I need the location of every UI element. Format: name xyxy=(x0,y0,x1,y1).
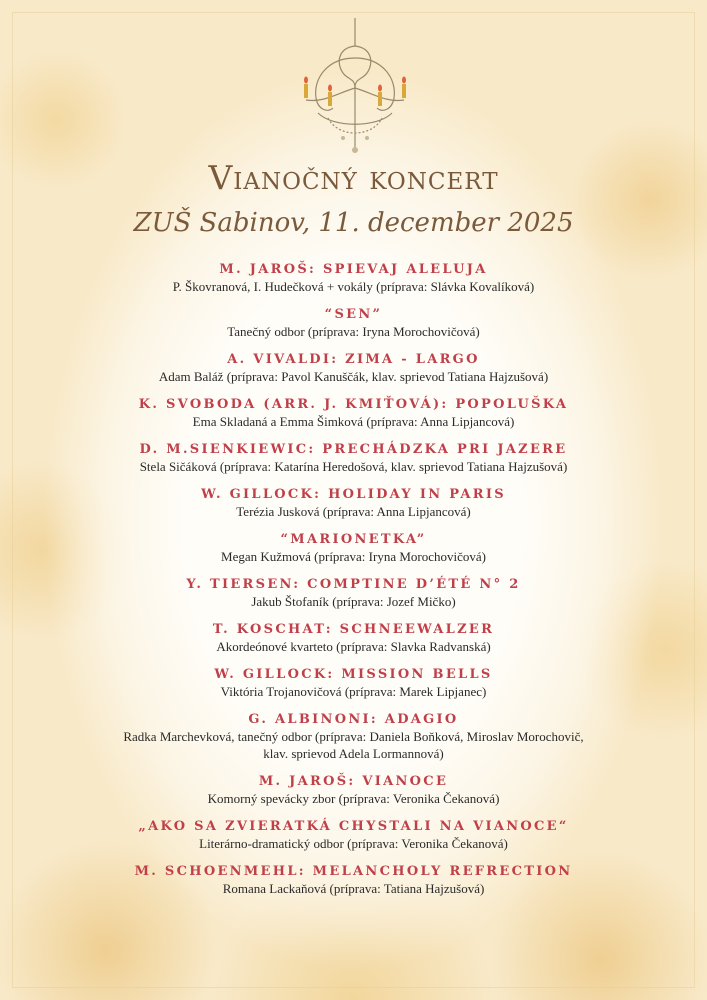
piece-title: M. SCHOENMEHL: MELANCHOLY REFRECTION xyxy=(134,864,573,879)
program-item xyxy=(40,307,667,340)
program-item xyxy=(40,352,667,385)
piece-title: Y. TIERSEN: COMPTINE D’ÉTÉ N° 2 xyxy=(186,577,521,592)
program-item xyxy=(40,864,667,897)
performer-line: Akordeónové kvarteto (príprava: Slavka Radvanská) xyxy=(216,639,491,654)
program-item xyxy=(40,577,667,610)
program-item xyxy=(40,532,667,565)
performer-line: Stela Sičáková (príprava: Katarína Heredošová, klav. sprievod Tatiana Hajzušová) xyxy=(139,459,568,474)
performer-line: Komorný spevácky zbor (príprava: Veronika Čekanová) xyxy=(207,791,500,806)
performer-line: Romana Lackaňová (príprava: Tatiana Hajzušová) xyxy=(222,881,485,896)
program-item xyxy=(40,819,667,852)
performer-line: Megan Kužmová (príprava: Iryna Morochovičová) xyxy=(221,549,486,564)
piece-title: M. JAROŠ: VIANOCE xyxy=(258,774,449,789)
program-item xyxy=(40,442,667,475)
piece-title: “SEN” xyxy=(324,307,383,322)
piece-title: M. JAROŠ: SPIEVAJ ALELUJA xyxy=(219,262,488,277)
program-item xyxy=(40,397,667,430)
performer-line: Terézia Jusková (príprava: Anna Lipjancová) xyxy=(236,504,471,519)
program-item xyxy=(40,667,667,700)
performer-line: Jakub Štofaník (príprava: Jozef Mičko) xyxy=(251,594,456,609)
program-item xyxy=(40,774,667,807)
performer-line: Viktória Trojanovičová (príprava: Marek Lipjanec) xyxy=(220,684,487,699)
performer-line: klav. sprievod Adela Lormannová) xyxy=(263,746,444,761)
program-item xyxy=(40,262,667,295)
chandelier-icon xyxy=(298,18,412,158)
piece-title: “MARIONETKA” xyxy=(280,532,427,547)
piece-title: G. ALBINONI: ADAGIO xyxy=(248,712,459,727)
performer-line: Ema Skladaná a Emma Šimková (príprava: Anna Lipjancová) xyxy=(192,414,515,429)
program-list xyxy=(40,262,667,909)
piece-title: A. VIVALDI: ZIMA - LARGO xyxy=(227,352,480,367)
piece-title: T. KOSCHAT: SCHNEEWALZER xyxy=(212,622,495,637)
piece-title: W. GILLOCK: MISSION BELLS xyxy=(214,667,493,682)
program-item xyxy=(40,712,667,762)
event-subtitle: ZUŠ Sabinov, 11. december 2025 xyxy=(133,208,574,238)
program-item xyxy=(40,622,667,655)
performer-line: Adam Baláž (príprava: Pavol Kanuščák, klav. sprievod Tatiana Hajzušová) xyxy=(158,369,549,384)
performer-line: Literárno-dramatický odbor (príprava: Veronika Čekanová) xyxy=(199,836,508,851)
performer-line: Radka Marchevková, tanečný odbor (príprava: Daniela Boňková, Miroslav Morochovič, xyxy=(123,729,584,744)
performer-line: P. Škovranová, I. Hudečková + vokály (príprava: Slávka Kovalíková) xyxy=(172,279,535,294)
piece-title: „AKO SA ZVIERATKÁ CHYSTALI NA VIANOCE“ xyxy=(138,819,569,834)
piece-title: K. SVOBODA (ARR. J. KMIŤOVÁ): POPOLUŠKA xyxy=(138,397,569,412)
program-item xyxy=(40,487,667,520)
piece-title: W. GILLOCK: HOLIDAY IN PARIS xyxy=(201,487,506,502)
piece-title: D. M.SIENKIEWIC: PRECHÁDZKA PRI JAZERE xyxy=(139,442,568,457)
page-title: Vianočný koncert xyxy=(208,158,499,197)
performer-line: Tanečný odbor (príprava: Iryna Morochovičová) xyxy=(227,324,480,339)
